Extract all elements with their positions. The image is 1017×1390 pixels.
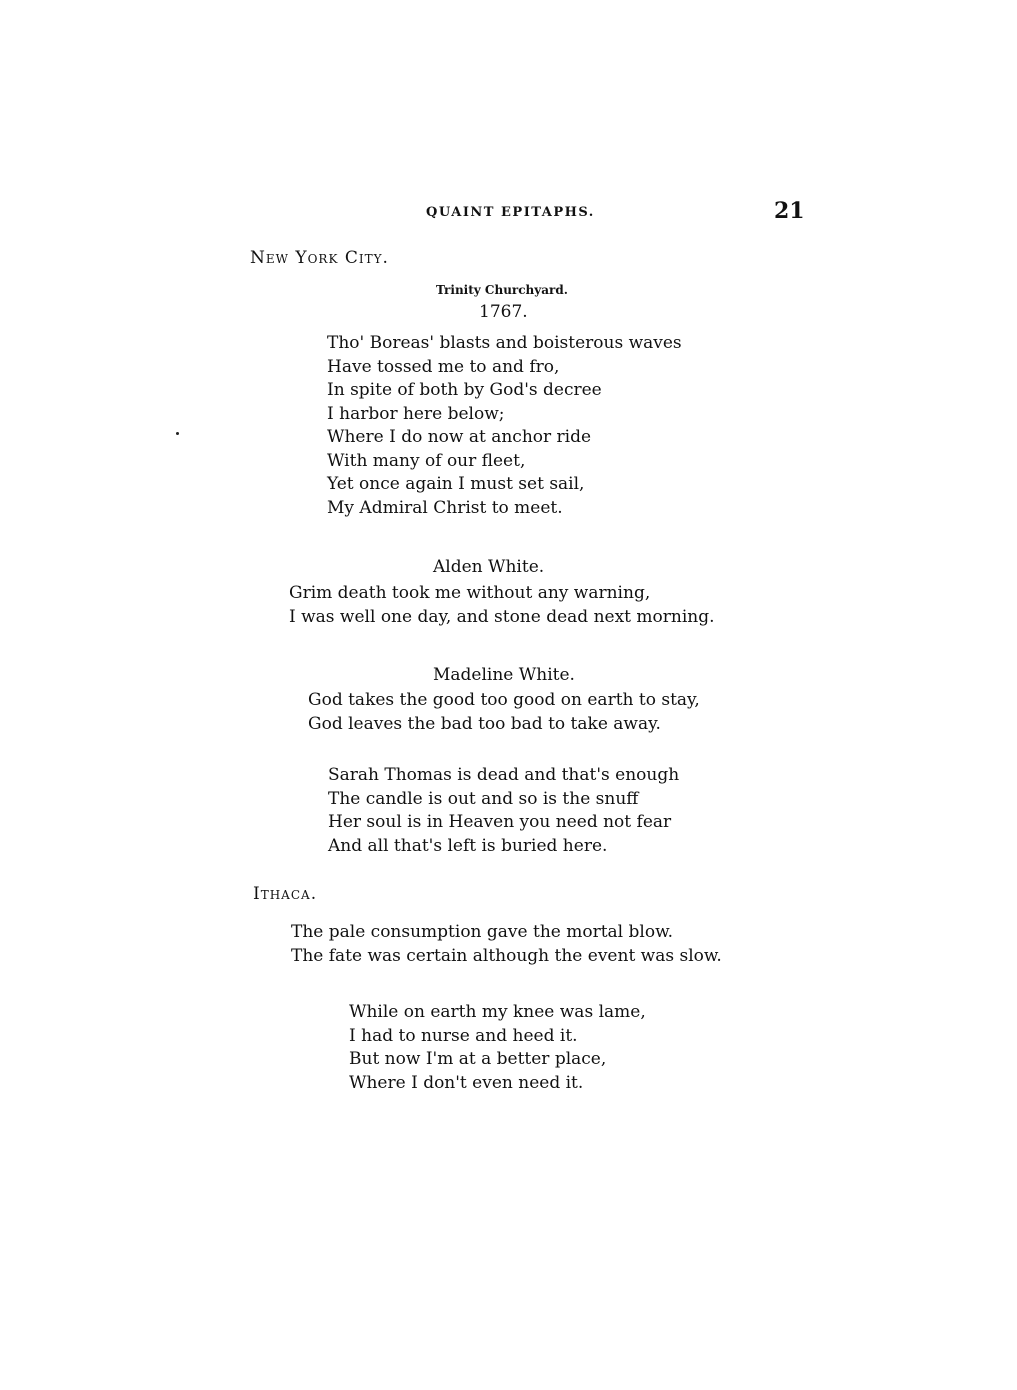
verse-line: The pale consumption gave the mortal blow. — [291, 922, 674, 942]
verse-line: God takes the good too good on earth to stay, — [308, 690, 700, 710]
verse-line: God leaves the bad too bad to take away. — [308, 713, 661, 734]
stray-mark — [176, 432, 179, 435]
location-note: Trinity Churchyard. — [436, 283, 568, 297]
epitaph-consumption — [291, 921, 722, 968]
epitaph-sarah — [328, 764, 679, 858]
verse-line: The fate was certain although the event was slow. — [291, 945, 722, 966]
verse-line: Yet once again I must set sail, — [327, 474, 585, 494]
verse-line: I had to nurse and heed it. — [349, 1025, 578, 1046]
verse-line: With many of our fleet, — [327, 450, 526, 471]
verse-line: I harbor here below; — [327, 403, 505, 424]
verse-line: I was well one day, and stone dead next morning. — [289, 606, 715, 627]
verse-line: In spite of both by God's decree — [327, 380, 602, 400]
page-number: 21 — [774, 198, 805, 224]
epitaph-name-alden: Alden White. — [433, 557, 545, 577]
verse-line: Sarah Thomas is dead and that's enough — [328, 765, 680, 785]
verse-line: Where I do now at anchor ride — [327, 427, 592, 447]
verse-line: The candle is out and so is the snuff — [328, 788, 639, 809]
running-head: QUAINT EPITAPHS. — [426, 205, 595, 220]
epitaph-name-madeline: Madeline White. — [433, 665, 575, 685]
epitaph-alden — [289, 582, 715, 629]
verse-line: Have tossed me to and fro, — [327, 356, 560, 377]
epitaph-madeline — [308, 689, 700, 736]
place-heading-ithaca: Ithaca. — [253, 884, 318, 904]
verse-line: Grim death took me without any warning, — [289, 583, 651, 603]
epitaph-lame-knee — [349, 1001, 646, 1095]
verse-line: Her soul is in Heaven you need not fear — [328, 812, 672, 832]
epitaph-boreas — [327, 332, 682, 520]
verse-line: Tho' Boreas' blasts and boisterous waves — [327, 333, 682, 353]
epitaph-year: 1767. — [479, 302, 528, 322]
verse-line: My Admiral Christ to meet. — [327, 497, 563, 518]
verse-line: While on earth my knee was lame, — [349, 1002, 646, 1022]
verse-line: Where I don't even need it. — [349, 1072, 584, 1093]
verse-line: But now I'm at a better place, — [349, 1049, 607, 1069]
verse-line: And all that's left is buried here. — [328, 835, 608, 856]
place-heading-new-york: New York City. — [250, 248, 389, 268]
